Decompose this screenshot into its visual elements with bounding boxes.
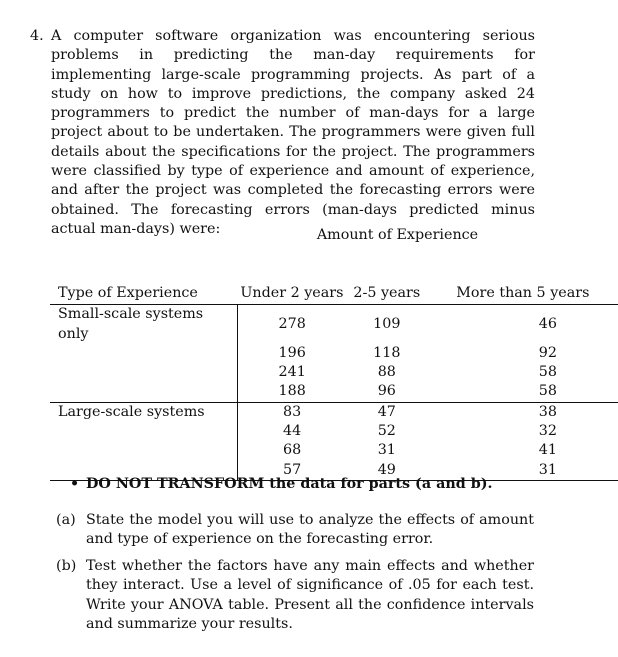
table-cell: 31 <box>377 442 396 459</box>
part-label: (b) <box>56 558 77 574</box>
table-cell: 31 <box>428 461 618 481</box>
problem-text: A computer software organization was encountering serious problems in predicting the man-day requirements for implementing large-scale programming projects. As part of a study on how to improve predictions, the company asked 24 programmers to predict the number of man-days for a large project about to be undertaken. The programmers were given full details about the specifications for the project. The programmers were classified by type of experience and amount of experience, and after the project was completed the forecasting errors were obtained. The forecasting errors (man-days predicted minus actual man-days) were: <box>51 28 535 237</box>
table-cell: 32 <box>538 423 557 440</box>
part-b <box>56 557 534 634</box>
table-cell: 188 <box>238 382 346 402</box>
table-cell: 52 <box>377 423 396 440</box>
table-cell: 58 <box>428 382 618 402</box>
problem-statement <box>30 27 535 239</box>
table-cell: 96 <box>346 382 428 402</box>
table-super-header: Amount of Experience <box>316 227 479 243</box>
table-cell: 241 <box>238 363 346 382</box>
table-row <box>50 363 618 382</box>
table-row <box>50 344 618 363</box>
table-row <box>50 422 618 441</box>
group-label-large-scale: Large-scale systems <box>58 403 205 420</box>
table-header-row <box>50 284 618 305</box>
part-text: State the model you will use to analyze the effects of amount and type of experience on the forecasting error. <box>86 512 534 548</box>
group-label-small-scale: Small-scale systems only <box>58 306 204 342</box>
table-cell: 109 <box>373 315 401 332</box>
table-cell: 92 <box>538 344 557 361</box>
part-text: Test whether the factors have any main effects and whether they interact. Use a level of significance of .05 for each test. Write your ANOVA table. Present all the confidence intervals and summarize your results. <box>86 558 534 632</box>
header-2-5-years: 2-5 years <box>346 284 428 305</box>
problem-number: 4. <box>30 28 44 44</box>
table-cell: 196 <box>238 344 346 363</box>
instruction-text: DO NOT TRANSFORM the data for parts (a and b). <box>86 476 493 492</box>
header-type-of-experience: Type of Experience <box>50 284 238 305</box>
table-cell: 44 <box>238 422 346 441</box>
table-row <box>50 402 618 422</box>
forecast-error-table <box>50 284 618 481</box>
table-row <box>50 305 618 344</box>
part-a <box>56 511 534 550</box>
table-cell: 46 <box>538 315 557 332</box>
table-cell: 47 <box>377 403 396 420</box>
table-cell: 83 <box>238 402 346 422</box>
table-cell: 278 <box>238 305 346 344</box>
table-cell: 38 <box>538 403 557 420</box>
table-cell: 118 <box>373 344 401 361</box>
table-cell: 88 <box>377 364 396 381</box>
table-cell: 58 <box>538 364 557 381</box>
part-label: (a) <box>56 512 76 528</box>
table-cell: 68 <box>238 441 346 460</box>
header-under-2-years: Under 2 years <box>238 284 346 305</box>
header-more-than-5-years: More than 5 years <box>428 284 618 305</box>
table-cell: 41 <box>538 442 557 459</box>
table-cell: 49 <box>346 461 428 481</box>
table-row <box>50 382 618 402</box>
instruction-bullet <box>70 476 492 492</box>
bullet-icon: • <box>70 476 80 492</box>
table-row <box>50 441 618 460</box>
table-cell: 57 <box>238 461 346 481</box>
